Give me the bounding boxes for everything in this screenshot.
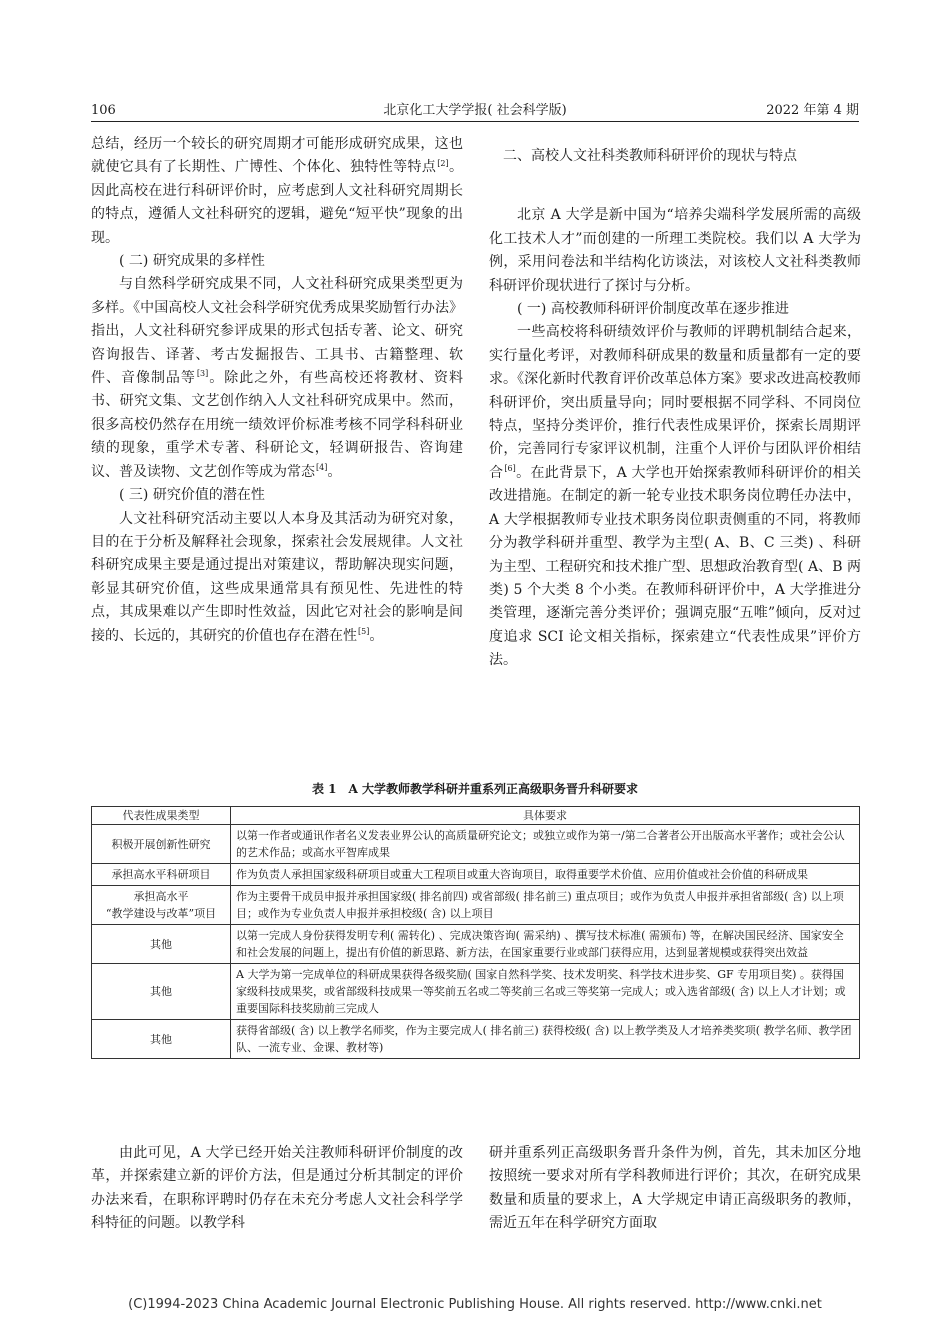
- table-cell-type: 积极开展创新性研究: [92, 825, 231, 864]
- journal-title: 北京化工大学学报( 社会科学版): [383, 103, 567, 118]
- left-column: [91, 133, 463, 648]
- subsection-heading: ( 二) 研究成果的多样性: [119, 253, 265, 270]
- table-row: [92, 1020, 860, 1059]
- table-cell-desc: 获得省部级( 含) 以上教学名师奖，作为主要完成人( 排名前三) 获得校级( 含) 以上教学类及人才培养类奖项( 教学名师、教学团队、一流专业、金课、教材等): [231, 1020, 860, 1059]
- paragraph: 由此可见，A 大学已经开始关注教师科研评价制度的改革，并探索建立新的评价方法，但是通过分析其制定的评价办法来看，在职称评聘时仍存在未充分考虑人文社会科学学科特征的问题。以教学科: [91, 1145, 463, 1232]
- paragraph: 研并重系列正高级职务晋升条件为例，首先，其未加区分地按照统一要求对所有学科教师进行评价；其次，在研究成果数量和质量的要求上，A 大学规定申请正高级职务的教师，需近五年在科学研究方面取: [489, 1145, 861, 1232]
- table-caption: 表 1 A 大学教师教学科研并重系列正高级职务晋升科研要求: [311, 782, 639, 796]
- bottom-left-column: [91, 1142, 463, 1236]
- citation[interactable]: [4]: [316, 463, 328, 473]
- paragraph: 北京 A 大学是新中国为“培养尖端科学发展所需的高级化工技术人才”而创建的一所理工类院校。我们以 A 大学为例，采用问卷法和半结构化访谈法，对该校人文社科类教师科研评价现状进行了探讨与分析。: [489, 207, 861, 294]
- paragraph: 一些高校将科研绩效评价与教师的评聘机制结合起来，实行量化考评，对教师科研成果的数量和质量都有一定的要求。《深化新时代教育评价改革总体方案》要求改进高校教师科研评价，突出质量导向；同时要根据不同学科、不同岗位特点，坚持分类评价，推行代表性成果评价，探索长周期评价，完善同行专家评议机制，注重个人评价与团队评价相结合[6]。在此背景下，A 大学也开始探索教师科研评价的相关改进措施。在制定的新一轮专业技术职务岗位聘任办法中，A 大学根据教师专业技术职务岗位职责侧重的不同，将教师分为教学科研并重型、教学为主型( A、B、C 三类) 、科研为主型、工程研究和技术推广型、思想政治教育型( A、B 两类) 5 个大类 8 个小类。在教师科研评价中，A 大学推进分类管理，逐渐完善分类评价；强调克服“五唯”倾向，反对过度追求 SCI 论文相关指标，探索建立“代表性成果”评价方法。: [489, 324, 862, 669]
- citation[interactable]: [5]: [358, 626, 370, 636]
- table-header-row: [92, 807, 860, 825]
- citation[interactable]: [3]: [196, 369, 209, 379]
- running-header: [91, 101, 859, 122]
- table-cell-type: [92, 886, 231, 925]
- table-cell-desc: 以第一作者或通讯作者名义发表业界公认的高质量研究论文；或独立或作为第一/第二合著者公开出版高水平著作；或社会公认的艺术作品；或高水平智库成果: [231, 825, 860, 864]
- requirements-table: [91, 806, 860, 1059]
- bottom-right-column: [489, 1142, 861, 1236]
- table-cell-desc: 作为负责人承担国家级科研项目或重大工程项目或重大咨询项目，取得重要学术价值、应用价值或社会价值的科研成果: [231, 864, 860, 886]
- table-cell-type: 其他: [92, 1020, 231, 1059]
- subsection-heading: ( 三) 研究价值的潜在性: [119, 487, 265, 504]
- paragraph: 总结，经历一个较长的研究周期才可能形成研究成果，这也就使它具有了长期性、广博性、个体化、独特性等特点[2]。因此高校在进行科研评价时，应考虑到人文社科研究周期长的特点，遵循人文社科研究的逻辑，避免“短平快”现象的出现。: [91, 136, 464, 246]
- paragraph: 人文社科研究活动主要以人本身及其活动为研究对象，目的在于分析及解释社会现象，探索社会发展规律。人文社科研究成果主要是通过提出对策建议，帮助解决现实问题，彰显其研究价值，这些成果通常具有预见性、先进性的特点，其成果难以产生即时性效益，因此它对社会的影响是间接的、长远的，其研究的价值也存在潜在性[5]。: [91, 510, 463, 644]
- column-header: 代表性成果类型: [92, 807, 231, 825]
- citation[interactable]: [2]: [437, 158, 449, 168]
- table-row: [92, 886, 860, 925]
- issue-label: 2022 年第 4 期: [766, 103, 859, 118]
- citation[interactable]: [6]: [504, 464, 516, 474]
- table-row: [92, 964, 860, 1020]
- table-row: [92, 825, 860, 864]
- table-cell-desc: 作为主要骨干成员申报并承担国家级( 排名前四) 或省部级( 排名前三) 重点项目；或作为负责人申报并承担省部级( 含) 以上项目；或作为专业负责人申报并承担校级( 含) 以上项目: [231, 886, 860, 925]
- right-column: [489, 145, 861, 673]
- type-line: “教学建设与改革”项目: [105, 907, 217, 920]
- table-cell-desc: 以第一完成人身份获得发明专利( 需转化) 、完成决策咨询( 需采纳) 、撰写技术标准( 需颁布) 等，在解决国民经济、国家安全和社会发展的问题上，提出有价值的新思路、新方法，在国家重要行业或部门获得应用，达到显著规模或获得突出效益: [231, 925, 860, 964]
- section-title: 二、高校人文社科类教师科研评价的现状与特点: [503, 148, 797, 164]
- copyright-footer: (C)1994-2023 China Academic Journal Electronic Publishing House. All rights reserved. http://www.cnki.net: [128, 1297, 822, 1312]
- table-cell-desc: A 大学为第一完成单位的科研成果获得各级奖励( 国家自然科学奖、技术发明奖、科学技术进步奖、GF 专用项目奖) 。获得国家级科技成果奖，或省部级科技成果一等奖前五名或二等奖前三名或三等奖第一完成人；或入选省部级( 含) 以上人才计划；或重要国际科技奖励前三完成人: [231, 964, 860, 1020]
- table-cell-type: 其他: [92, 964, 231, 1020]
- table-row: [92, 864, 860, 886]
- table-row: [92, 925, 860, 964]
- table-cell-type: 承担高水平科研项目: [92, 864, 231, 886]
- subsection-heading: ( 一) 高校教师科研评价制度改革在逐步推进: [517, 301, 789, 318]
- table-cell-type: 其他: [92, 925, 231, 964]
- paragraph: 与自然科学研究成果不同，人文社科研究成果类型更为多样。《中国高校人文社会科学研究优秀成果奖励暂行办法》指出，人文社科研究参评成果的形式包括专著、论文、研究咨询报告、译著、考古发掘报告、工具书、古籍整理、软件、音像制品等[3]。除此之外，有些高校还将教材、资料书、研究文集、文艺创作纳入人文社科研究成果中。然而，很多高校仍然存在用统一绩效评价标准考核不同学科科研业绩的现象，重学术专著、科研论文，轻调研报告、咨询建议、普及读物、文艺创作等成为常态[4]。: [91, 276, 464, 480]
- column-header: 具体要求: [231, 807, 860, 825]
- type-line: 承担高水平: [133, 890, 189, 903]
- page-number: 106: [91, 103, 116, 118]
